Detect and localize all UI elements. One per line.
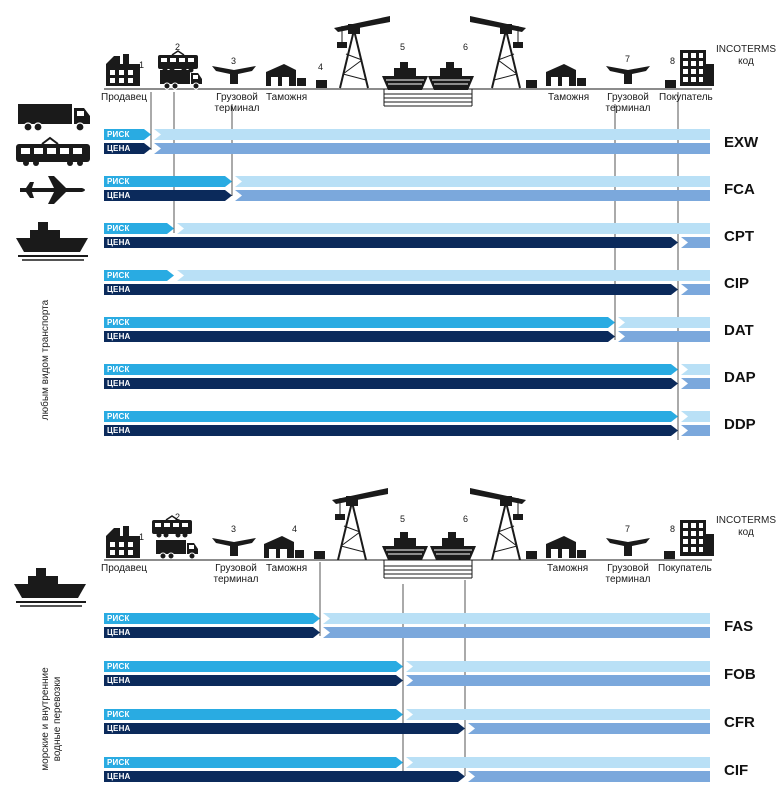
price-bar-exw xyxy=(104,143,710,154)
station-number: 8 xyxy=(670,56,676,66)
ship-icon xyxy=(382,62,428,90)
risk-bar-cip-buyer-segment xyxy=(177,270,710,281)
cargo-terminal-line1: Грузовой xyxy=(607,92,649,103)
station-cargo-terminal-label xyxy=(603,92,653,114)
terminal-icon xyxy=(606,538,650,556)
price-bar-dap-buyer-segment xyxy=(681,378,710,389)
risk-bar-exw-buyer-segment xyxy=(154,129,710,140)
risk-bar-cif-seller-segment xyxy=(104,757,403,768)
incoterm-code-cpt: CPT xyxy=(724,228,754,245)
station-number: 4 xyxy=(318,62,324,72)
incoterm-code-fca: FCA xyxy=(724,181,755,198)
risk-bar-dat-seller-segment xyxy=(104,317,615,328)
cargo-terminal-line2: терминал xyxy=(605,574,651,585)
station-buyer-label: Покупатель xyxy=(659,92,713,103)
risk-bar-fob-seller-segment xyxy=(104,661,403,672)
warehouse-icon xyxy=(546,64,586,86)
price-bar-fas xyxy=(104,627,710,638)
factory-icon xyxy=(106,54,140,86)
side-label-sea xyxy=(40,654,64,784)
price-bar-ddp xyxy=(104,425,710,436)
station-buyer-label: Покупатель xyxy=(658,563,712,574)
station-number: 2 xyxy=(175,512,181,522)
station-number: 1 xyxy=(139,60,145,70)
price-bar-dap xyxy=(104,378,710,389)
airplane-icon xyxy=(20,176,85,204)
station-seller-label: Продавец xyxy=(101,563,147,574)
station-cargo-terminal-label xyxy=(603,563,653,585)
risk-bar-dap xyxy=(104,364,710,375)
price-bar-exw-buyer-segment xyxy=(154,143,710,154)
risk-bar-cip xyxy=(104,270,710,281)
risk-bar-fca-buyer-segment xyxy=(235,176,710,187)
price-bar-cfr-seller-segment xyxy=(104,723,465,734)
ship-icon xyxy=(430,532,476,560)
risk-bar-cif xyxy=(104,757,710,768)
factory-icon xyxy=(106,526,140,558)
risk-bar-cpt xyxy=(104,223,710,234)
risk-bar-cpt-buyer-segment xyxy=(177,223,710,234)
warehouse-icon xyxy=(264,536,304,558)
risk-bar-dap-seller-segment xyxy=(104,364,678,375)
incoterms-header xyxy=(711,515,781,539)
ship-icon xyxy=(382,532,428,560)
risk-bar-ddp-seller-segment xyxy=(104,411,678,422)
price-bar-cif-buyer-segment xyxy=(468,771,710,782)
station-number: 4 xyxy=(292,524,298,534)
risk-label: РИСК xyxy=(107,177,130,186)
price-bar-fob-seller-segment xyxy=(104,675,403,686)
risk-label: РИСК xyxy=(107,412,130,421)
station-customs-label: Таможня xyxy=(548,92,590,103)
price-label: ЦЕНА xyxy=(107,724,131,733)
station-number: 3 xyxy=(231,56,237,66)
price-bar-ddp-buyer-segment xyxy=(681,425,710,436)
incoterm-code-exw: EXW xyxy=(724,134,759,151)
risk-bar-fca xyxy=(104,176,710,187)
terminal-icon xyxy=(212,538,256,556)
side-label-sea-line2: водные перевозки xyxy=(52,676,63,762)
risk-bar-fob-buyer-segment xyxy=(406,661,710,672)
cargo-terminal-line1: Грузовой xyxy=(216,92,258,103)
price-bar-cfr xyxy=(104,723,710,734)
price-label: ЦЕНА xyxy=(107,285,131,294)
terminal-icon xyxy=(606,66,650,84)
incoterm-code-cip: CIP xyxy=(724,275,750,292)
risk-label: РИСК xyxy=(107,365,130,374)
crane-icon xyxy=(332,488,388,560)
terminal-icon xyxy=(212,66,256,84)
incoterm-code-fob: FOB xyxy=(724,666,756,683)
price-label: ЦЕНА xyxy=(107,426,131,435)
station-number: 6 xyxy=(463,514,469,524)
risk-bar-cfr-buyer-segment xyxy=(406,709,710,720)
station-number: 1 xyxy=(139,532,145,542)
price-label: ЦЕНА xyxy=(107,772,131,781)
risk-bar-fas-seller-segment xyxy=(104,613,320,624)
risk-label: РИСК xyxy=(107,271,130,280)
risk-bar-exw xyxy=(104,129,710,140)
incoterms-header xyxy=(711,44,781,68)
risk-label: РИСК xyxy=(107,614,130,623)
price-bar-cpt-buyer-segment xyxy=(681,237,710,248)
price-bar-cif xyxy=(104,771,710,782)
price-label: ЦЕНА xyxy=(107,144,131,153)
price-bar-fca-buyer-segment xyxy=(235,190,710,201)
cargo-terminal-line1: Грузовой xyxy=(215,563,257,574)
incoterms-kod: код xyxy=(738,56,754,67)
risk-bar-ddp-buyer-segment xyxy=(681,411,710,422)
cargo-terminal-line2: терминал xyxy=(213,574,259,585)
price-label: ЦЕНА xyxy=(107,379,131,388)
side-label-any-transport: любым видом транспорта xyxy=(40,299,51,421)
cargo-terminal-line2: терминал xyxy=(214,103,260,114)
price-bar-dap-seller-segment xyxy=(104,378,678,389)
price-bar-dat-seller-segment xyxy=(104,331,615,342)
incoterm-code-cif: CIF xyxy=(724,762,749,779)
risk-label: РИСК xyxy=(107,758,130,767)
price-bar-fas-buyer-segment xyxy=(323,627,710,638)
risk-bar-fob xyxy=(104,661,710,672)
station-number: 2 xyxy=(175,42,181,52)
price-bar-cfr-buyer-segment xyxy=(468,723,710,734)
price-bar-fob xyxy=(104,675,710,686)
ship-icon xyxy=(16,222,88,260)
price-bar-cpt xyxy=(104,237,710,248)
station-customs-label: Таможня xyxy=(266,92,308,103)
risk-label: РИСК xyxy=(107,318,130,327)
station-number: 8 xyxy=(670,524,676,534)
risk-bar-cfr-seller-segment xyxy=(104,709,403,720)
truck-icon xyxy=(160,70,202,89)
risk-bar-dap-buyer-segment xyxy=(681,364,710,375)
truck-icon xyxy=(18,104,90,131)
risk-label: РИСК xyxy=(107,662,130,671)
risk-label: РИСК xyxy=(107,710,130,719)
price-label: ЦЕНА xyxy=(107,238,131,247)
ship-icon xyxy=(14,568,86,606)
term-bars xyxy=(104,92,710,782)
risk-bar-dat-buyer-segment xyxy=(618,317,710,328)
price-bar-cip xyxy=(104,284,710,295)
warehouse-icon xyxy=(266,64,306,86)
station-cargo-terminal-label xyxy=(212,92,262,114)
price-bar-ddp-seller-segment xyxy=(104,425,678,436)
side-label-sea-line1: морские и внутренние xyxy=(40,667,51,771)
price-bar-dat-buyer-segment xyxy=(618,331,710,342)
station-number: 5 xyxy=(400,514,406,524)
risk-bar-fas xyxy=(104,613,710,624)
crane-icon xyxy=(470,488,526,560)
incoterms-kod: код xyxy=(738,527,754,538)
price-label: ЦЕНА xyxy=(107,191,131,200)
crane-icon xyxy=(334,16,390,88)
station-customs-label: Таможня xyxy=(266,563,308,574)
price-bar-fas-seller-segment xyxy=(104,627,320,638)
warehouse-icon xyxy=(546,536,586,558)
crane-icon xyxy=(470,16,526,88)
risk-bar-ddp xyxy=(104,411,710,422)
truck-icon xyxy=(156,540,198,559)
price-bar-fca xyxy=(104,190,710,201)
price-label: ЦЕНА xyxy=(107,332,131,341)
station-seller-label: Продавец xyxy=(101,92,147,103)
incoterm-code-dap: DAP xyxy=(724,369,756,386)
station-number: 5 xyxy=(400,42,406,52)
risk-label: РИСК xyxy=(107,224,130,233)
cargo-terminal-line2: терминал xyxy=(605,103,651,114)
price-bar-cpt-seller-segment xyxy=(104,237,678,248)
station-number: 3 xyxy=(231,524,237,534)
price-bar-cif-seller-segment xyxy=(104,771,465,782)
cargo-terminal-line1: Грузовой xyxy=(607,563,649,574)
risk-bar-fas-buyer-segment xyxy=(323,613,710,624)
incoterm-code-fas: FAS xyxy=(724,618,754,635)
price-bar-cip-seller-segment xyxy=(104,284,678,295)
station-number: 6 xyxy=(463,42,469,52)
station-cargo-terminal-label xyxy=(211,563,261,585)
price-bar-dat xyxy=(104,331,710,342)
train-icon xyxy=(158,51,198,73)
incoterm-code-cfr: CFR xyxy=(724,714,755,731)
train-icon xyxy=(16,138,90,166)
risk-bar-cfr xyxy=(104,709,710,720)
building-icon xyxy=(680,50,714,86)
incoterms-title: INCOTERMS xyxy=(716,515,776,526)
station-customs-label: Таможня xyxy=(547,563,589,574)
incoterm-code-ddp: DDP xyxy=(724,416,756,433)
risk-bar-dat xyxy=(104,317,710,328)
train-icon xyxy=(152,516,192,538)
risk-bar-cif-buyer-segment xyxy=(406,757,710,768)
station-number: 7 xyxy=(625,524,631,534)
price-bar-cip-buyer-segment xyxy=(681,284,710,295)
station-number: 7 xyxy=(625,54,631,64)
building-icon xyxy=(680,520,714,556)
ship-icon xyxy=(428,62,474,90)
incoterms-title: INCOTERMS xyxy=(716,44,776,55)
incoterm-code-dat: DAT xyxy=(724,322,754,339)
price-label: ЦЕНА xyxy=(107,628,131,637)
risk-label: РИСК xyxy=(107,130,130,139)
price-label: ЦЕНА xyxy=(107,676,131,685)
price-bar-fob-buyer-segment xyxy=(406,675,710,686)
